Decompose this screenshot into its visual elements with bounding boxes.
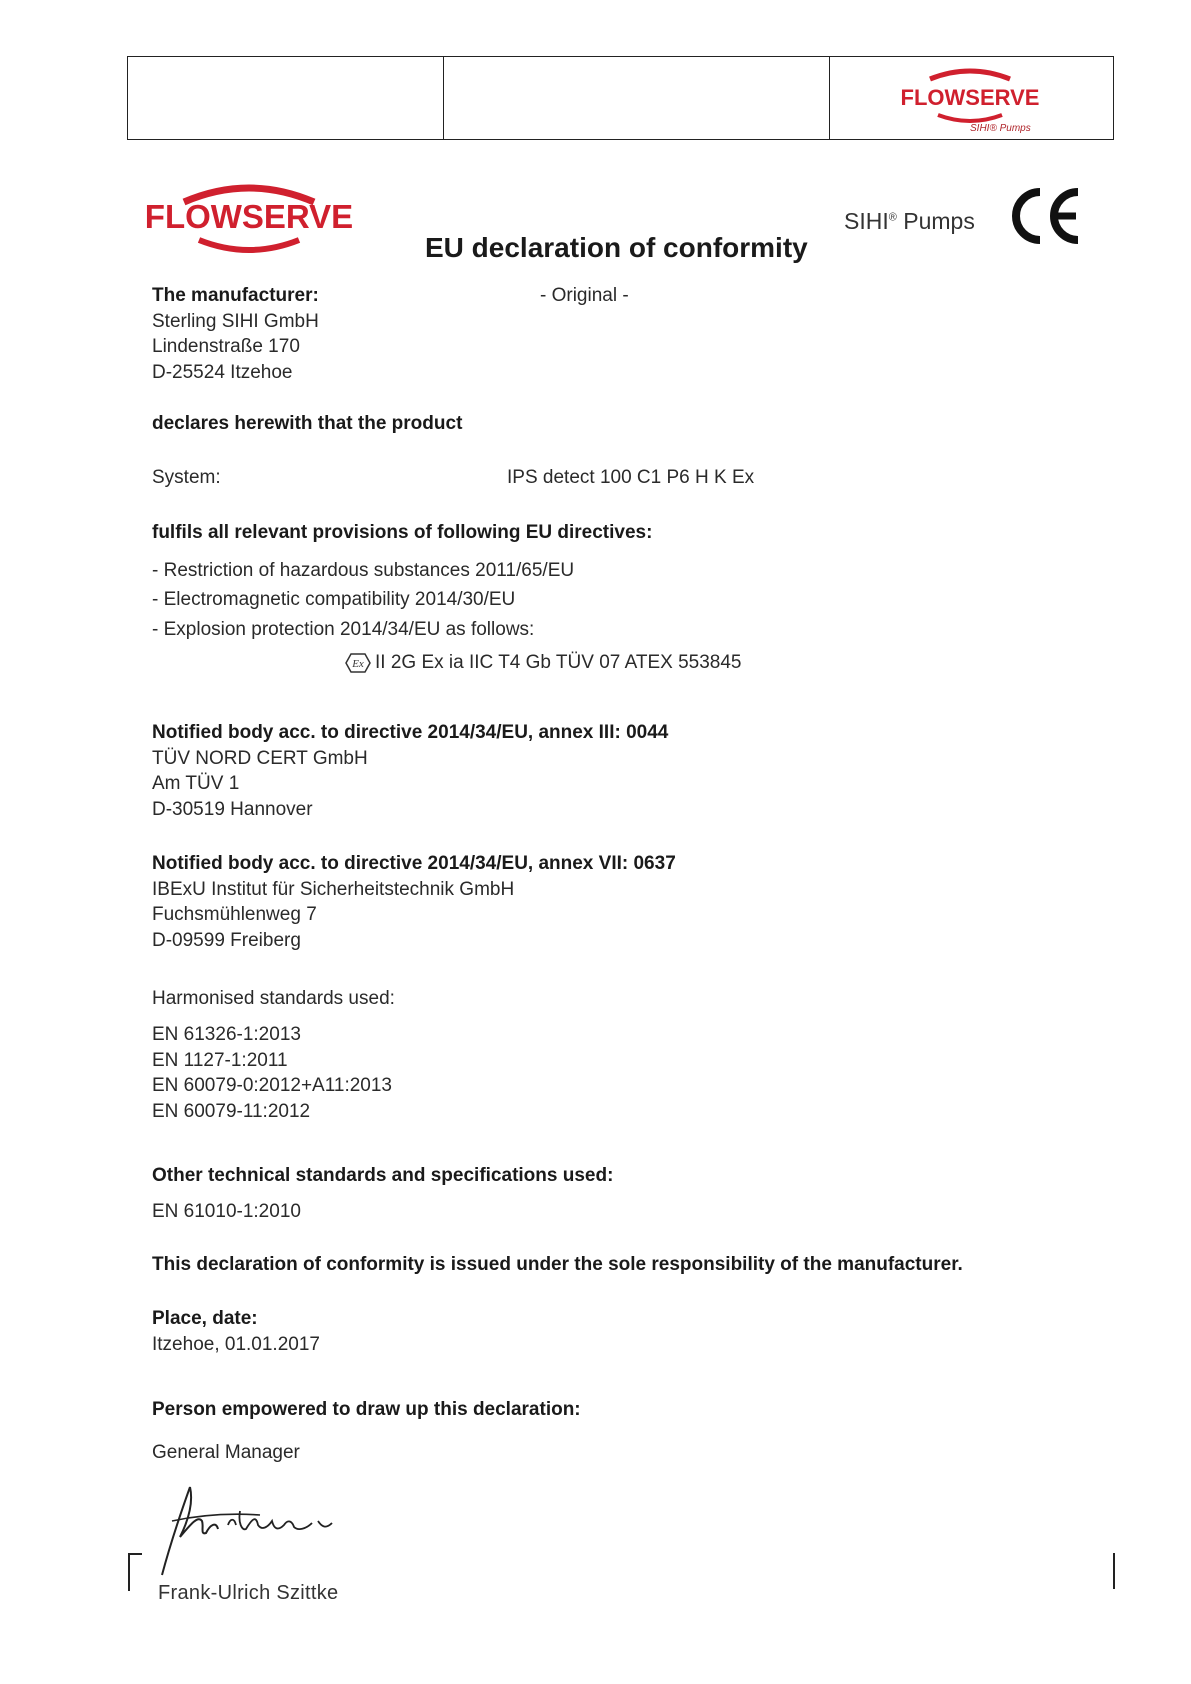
standard-item: EN 1127-1:2011 bbox=[152, 1049, 288, 1071]
ex-marking-line bbox=[345, 650, 741, 676]
sihi-pumps-brand bbox=[844, 208, 975, 235]
signature-image bbox=[150, 1475, 360, 1585]
responsibility-statement: This declaration of conformity is issued under the sole responsibility of the manufacturer. bbox=[152, 1254, 963, 1275]
notified-body-1-line: D-30519 Hannover bbox=[152, 798, 313, 820]
system-label: System: bbox=[152, 467, 221, 488]
header-table bbox=[127, 56, 1114, 140]
declares-text: declares herewith that the product bbox=[152, 413, 463, 434]
ex-hexagon-icon bbox=[345, 652, 371, 674]
notified-body-2-line: Fuchsmühlenweg 7 bbox=[152, 904, 317, 925]
notified-body-1-line: Am TÜV 1 bbox=[152, 773, 240, 794]
manufacturer-line: Lindenstraße 170 bbox=[152, 336, 300, 357]
manufacturer-line: D-25524 Itzehoe bbox=[152, 361, 293, 383]
flowserve-logo bbox=[144, 180, 354, 255]
directive-item: - Explosion protection 2014/34/EU as follows: bbox=[152, 618, 535, 640]
header-cell-1 bbox=[128, 57, 444, 139]
ex-marking-text: II 2G Ex ia IIC T4 Gb TÜV 07 ATEX 553845 bbox=[375, 652, 742, 673]
header-cell-2 bbox=[444, 57, 830, 139]
harmonised-list bbox=[152, 1022, 392, 1124]
standard-item: EN 61326-1:2013 bbox=[152, 1024, 301, 1045]
notified-body-1 bbox=[152, 720, 668, 822]
original-note: - Original - bbox=[540, 285, 629, 306]
logo-small-text: FLOWSERVE bbox=[900, 85, 1040, 110]
brand-suffix: Pumps bbox=[896, 208, 975, 234]
manufacturer-heading: The manufacturer: bbox=[152, 285, 319, 306]
svg-text:Ex: Ex bbox=[352, 657, 364, 670]
directive-item: - Restriction of hazardous substances 2011/65/EU bbox=[152, 559, 575, 581]
notified-body-2-line: IBExU Institut für Sicherheitstechnik GmbH bbox=[152, 878, 515, 900]
notified-body-2 bbox=[152, 851, 676, 953]
place-date-block bbox=[152, 1306, 320, 1357]
ce-mark-label: CE bbox=[1010, 186, 1012, 187]
harmonised-heading: Harmonised standards used: bbox=[152, 988, 395, 1009]
ce-mark-icon bbox=[1010, 186, 1084, 246]
logo-small-subtitle: SIHI® Pumps bbox=[970, 123, 1031, 134]
manufacturer-block bbox=[152, 283, 319, 385]
brand-name: SIHI bbox=[844, 208, 889, 234]
notified-body-1-heading: Notified body acc. to directive 2014/34/EU, annex III: 0044 bbox=[152, 722, 669, 743]
directives-block bbox=[152, 520, 652, 642]
other-standards-heading: Other technical standards and specifications used: bbox=[152, 1165, 614, 1186]
standard-item: EN 60079-0:2012+A11:2013 bbox=[152, 1075, 392, 1096]
other-standard-item: EN 61010-1:2010 bbox=[152, 1201, 301, 1222]
notified-body-2-line: D-09599 Freiberg bbox=[152, 929, 301, 951]
notified-body-1-line: TÜV NORD CERT GmbH bbox=[152, 747, 368, 769]
system-value: IPS detect 100 C1 P6 H K Ex bbox=[507, 467, 755, 488]
directives-heading: fulfils all relevant provisions of following EU directives: bbox=[152, 522, 653, 543]
place-date-heading: Place, date: bbox=[152, 1308, 258, 1329]
bracket-right bbox=[1113, 1553, 1115, 1589]
page-title: EU declaration of conformity bbox=[425, 232, 808, 263]
place-date-value: Itzehoe, 01.01.2017 bbox=[152, 1333, 320, 1355]
logo-text: FLOWSERVE bbox=[144, 198, 354, 235]
bracket-left bbox=[128, 1553, 142, 1591]
notified-body-2-heading: Notified body acc. to directive 2014/34/EU, annex VII: 0637 bbox=[152, 853, 676, 874]
person-role: General Manager bbox=[152, 1442, 300, 1463]
manufacturer-line: Sterling SIHI GmbH bbox=[152, 310, 319, 332]
header-cell-logo bbox=[830, 57, 1113, 139]
signatory-name: Frank-Ulrich Szittke bbox=[158, 1582, 339, 1604]
directive-item: - Electromagnetic compatibility 2014/30/EU bbox=[152, 589, 516, 610]
standard-item: EN 60079-11:2012 bbox=[152, 1100, 311, 1122]
brand-registered: ® bbox=[888, 211, 897, 224]
person-heading: Person empowered to draw up this declaration: bbox=[152, 1399, 581, 1420]
